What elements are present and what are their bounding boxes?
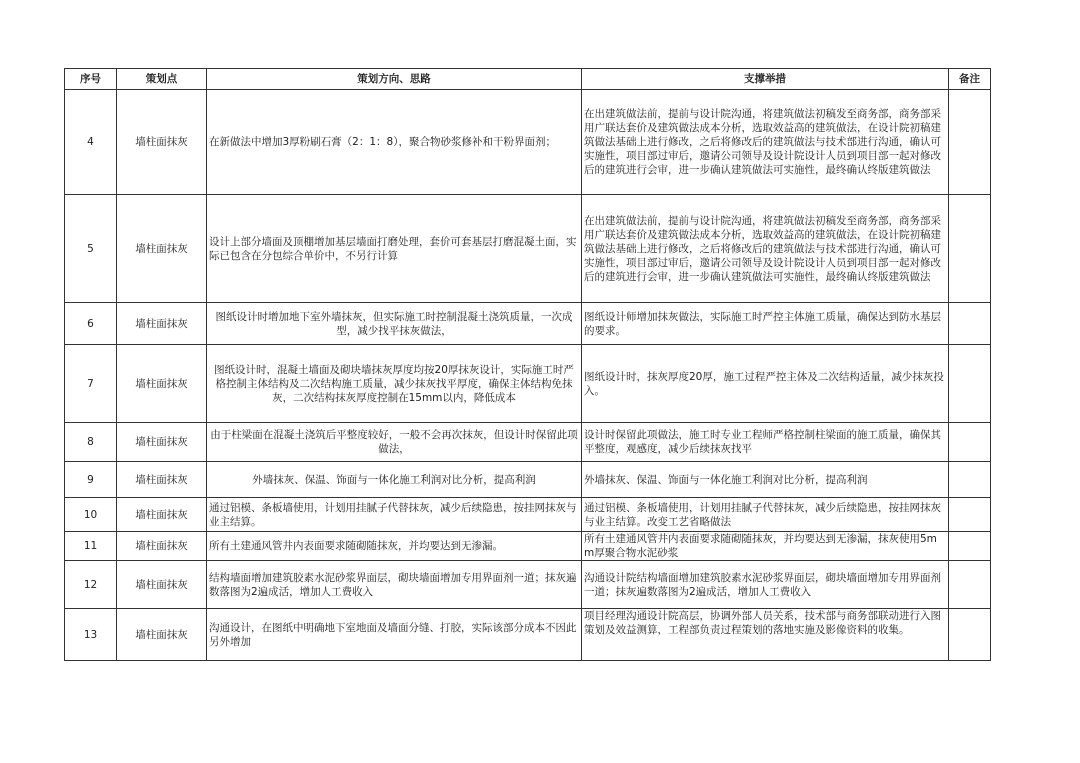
planning-table	[64, 68, 991, 661]
header-plan: 策划方向、思路	[207, 69, 582, 90]
cell-support: 图纸设计师增加抹灰做法，实际施工时严控主体施工质量，确保达到防水基层的要求。	[582, 303, 949, 345]
cell-point: 墙柱面抹灰	[117, 423, 207, 462]
header-row	[65, 69, 991, 90]
cell-plan: 结构墙面增加建筑胶素水泥砂浆界面层，砌块墙面增加专用界面剂一道；抹灰遍数落图为2遍成活，增加人工费收入	[207, 561, 582, 609]
cell-point: 墙柱面抹灰	[117, 303, 207, 345]
header-support: 支撑举措	[582, 69, 949, 90]
cell-seq: 13	[65, 609, 117, 661]
cell-note	[949, 303, 991, 345]
cell-plan: 由于柱梁面在混凝土浇筑后平整度较好，一般不会再次抹灰，但设计时保留此项做法，	[207, 423, 582, 462]
table-row	[65, 90, 991, 195]
cell-note	[949, 498, 991, 532]
table-row	[65, 462, 991, 498]
header-seq: 序号	[65, 69, 117, 90]
cell-seq: 8	[65, 423, 117, 462]
cell-support: 通过铝模、条板墙使用，计划用挂腻子代替抹灰，减少后续隐患，按挂网抹灰与业主结算。改变工艺省略做法	[582, 498, 949, 532]
cell-support: 设计时保留此项做法，施工时专业工程师严格控制柱梁面的施工质量，确保其平整度，观感度，减少后续抹灰找平	[582, 423, 949, 462]
cell-note	[949, 423, 991, 462]
cell-support: 在出建筑做法前，提前与设计院沟通，将建筑做法初稿发至商务部，商务部采用广联达套价及建筑做法成本分析，选取效益高的建筑做法，在设计院初稿建筑做法基础上进行修改，之后将修改后的建筑做法与技术部进行沟通，确认可实施性，项目部过审后，邀请公司领导及设计院设计人员到项目部一起对修改后的建筑进行会审，进一步确认建筑做法可实施性，最终确认终版建筑做法	[582, 90, 949, 195]
cell-plan: 沟通设计，在图纸中明确地下室地面及墙面分缝、打胶，实际该部分成本不因此另外增加	[207, 609, 582, 661]
cell-plan: 在新做法中增加3厚粉刷石膏（2：1：8），聚合物砂浆修补和干粉界面剂；	[207, 90, 582, 195]
cell-note	[949, 195, 991, 303]
cell-note	[949, 462, 991, 498]
cell-point: 墙柱面抹灰	[117, 498, 207, 532]
cell-seq: 5	[65, 195, 117, 303]
cell-plan: 设计上部分墙面及顶棚增加基层墙面打磨处理，套价可套基层打磨混凝土面，实际已包含在分包综合单价中，不另行计算	[207, 195, 582, 303]
cell-support: 沟通设计院结构墙面增加建筑胶素水泥砂浆界面层，砌块墙面增加专用界面剂一道；抹灰遍数落图为2遍成活，增加人工费收入	[582, 561, 949, 609]
table-row	[65, 423, 991, 462]
cell-plan: 图纸设计时，混凝土墙面及砌块墙抹灰厚度均按20厚抹灰设计，实际施工时严格控制主体结构及二次结构施工质量，减少抹灰找平厚度，确保主体结构免抹灰，二次结构抹灰厚度控制在15mm以内，降低成本	[207, 345, 582, 423]
cell-point: 墙柱面抹灰	[117, 609, 207, 661]
cell-seq: 10	[65, 498, 117, 532]
cell-point: 墙柱面抹灰	[117, 90, 207, 195]
header-note: 备注	[949, 69, 991, 90]
cell-support: 所有土建通风管井内表面要求随砌随抹灰，并均要达到无渗漏，抹灰使用5mm厚聚合物水泥砂浆	[582, 532, 949, 561]
cell-point: 墙柱面抹灰	[117, 532, 207, 561]
cell-note	[949, 561, 991, 609]
cell-plan: 所有土建通风管井内表面要求随砌随抹灰，并均要达到无渗漏。	[207, 532, 582, 561]
cell-seq: 12	[65, 561, 117, 609]
cell-note	[949, 609, 991, 661]
table-row	[65, 303, 991, 345]
table-row	[65, 609, 991, 661]
cell-note	[949, 345, 991, 423]
cell-point: 墙柱面抹灰	[117, 195, 207, 303]
cell-note	[949, 90, 991, 195]
cell-plan: 图纸设计时增加地下室外墙抹灰，但实际施工时控制混凝土浇筑质量，一次成型，减少找平抹灰做法，	[207, 303, 582, 345]
cell-seq: 11	[65, 532, 117, 561]
cell-seq: 6	[65, 303, 117, 345]
header-point: 策划点	[117, 69, 207, 90]
cell-point: 墙柱面抹灰	[117, 561, 207, 609]
cell-seq: 7	[65, 345, 117, 423]
table-row	[65, 561, 991, 609]
table-row	[65, 498, 991, 532]
cell-support: 图纸设计时，抹灰厚度20厚，施工过程严控主体及二次结构适量，减少抹灰投入。	[582, 345, 949, 423]
cell-plan: 外墙抹灰、保温、饰面与一体化施工利润对比分析，提高利润	[207, 462, 582, 498]
cell-note	[949, 532, 991, 561]
table-row	[65, 345, 991, 423]
cell-plan: 通过铝模、条板墙使用，计划用挂腻子代替抹灰，减少后续隐患，按挂网抹灰与业主结算。	[207, 498, 582, 532]
table-row	[65, 195, 991, 303]
cell-point: 墙柱面抹灰	[117, 462, 207, 498]
cell-support: 在出建筑做法前，提前与设计院沟通，将建筑做法初稿发至商务部，商务部采用广联达套价及建筑做法成本分析，选取效益高的建筑做法，在设计院初稿建筑做法基础上进行修改，之后将修改后的建筑做法与技术部进行沟通，确认可实施性，项目部过审后，邀请公司领导及设计院设计人员到项目部一起对修改后的建筑进行会审，进一步确认建筑做法可实施性，最终确认终版建筑做法	[582, 195, 949, 303]
cell-point: 墙柱面抹灰	[117, 345, 207, 423]
table-row	[65, 532, 991, 561]
cell-support: 项目经理沟通设计院高层，协调外部人员关系，技术部与商务部联动进行入图策划及效益测算，工程部负责过程策划的落地实施及影像资料的收集。	[582, 609, 949, 661]
table-body	[65, 90, 991, 661]
table-header	[65, 69, 991, 90]
cell-seq: 9	[65, 462, 117, 498]
cell-support: 外墙抹灰、保温、饰面与一体化施工利润对比分析，提高利润	[582, 462, 949, 498]
cell-seq: 4	[65, 90, 117, 195]
